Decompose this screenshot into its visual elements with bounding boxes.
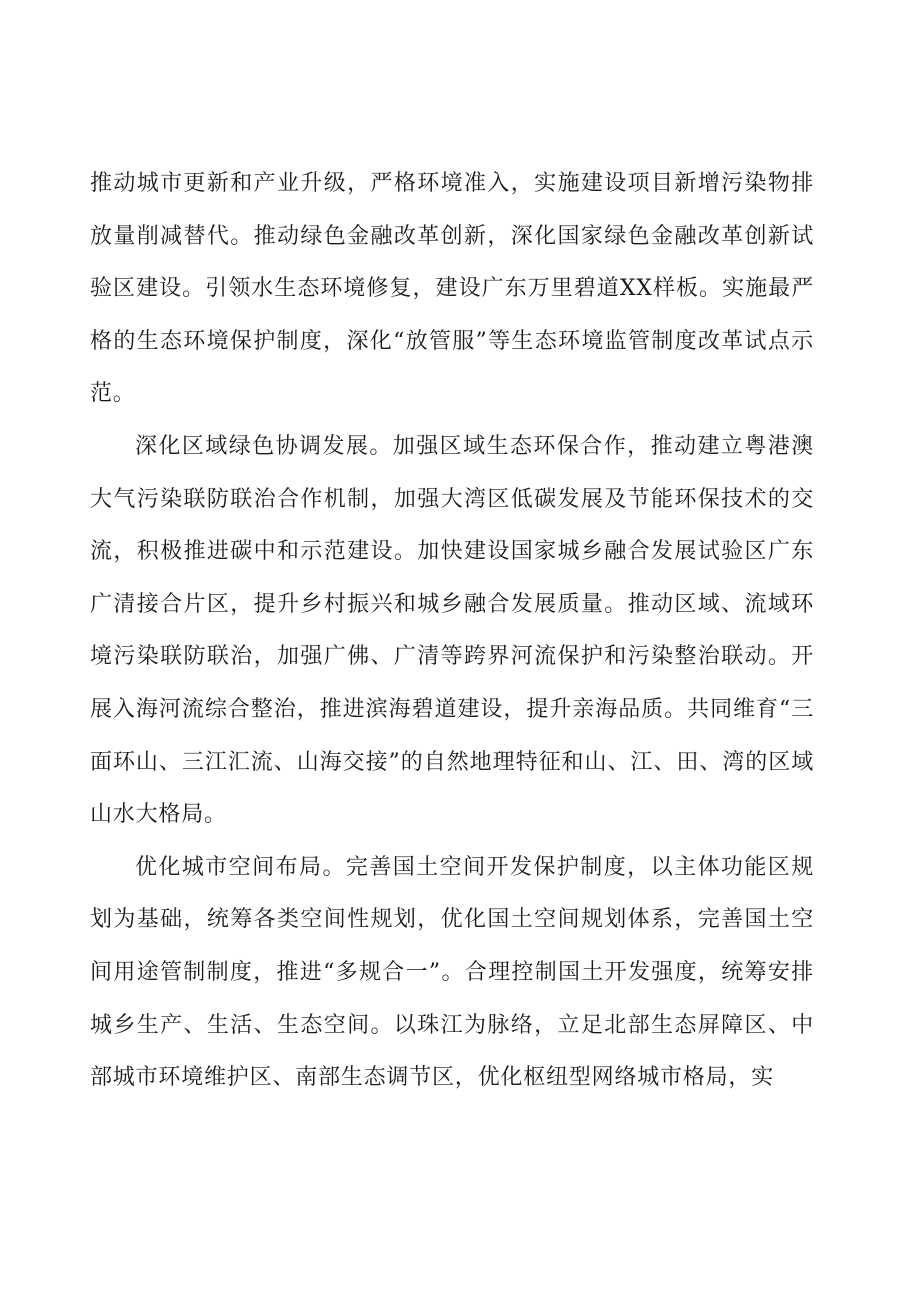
document-body — [90, 158, 814, 1105]
paragraph-regional-green-development: 深化区域绿色协调发展。加强区域生态环保合作，推动建立粤港澳大气污染联防联治合作机制，加强大湾区低碳发展及节能环保技术的交流，积极推进碳中和示范建设。加快建设国家城乡融合发展试验区广东广清接合片区，提升乡村振兴和城乡融合发展质量。推动区域、流域环境污染联防联治，加强广佛、广清等跨界河流保护和污染整治联动。开展入海河流综合整治，推进滨海碧道建设，提升亲海品质。共同维育“三面环山、三江汇流、山海交接”的自然地理特征和山、江、田、湾的区域山水大格局。 — [90, 433, 814, 828]
paragraph-urban-renewal: 推动城市更新和产业升级，严格环境准入，实施建设项目新增污染物排放量削减替代。推动绿色金融改革创新，深化国家绿色金融改革创新试验区建设。引领水生态环境修复，建设广东万里碧道XX样板。实施最严格的生态环境保护制度，深化“放管服”等生态环境监管制度改革试点示范。 — [90, 171, 814, 407]
paragraph-urban-spatial-layout: 优化城市空间布局。完善国土空间开发保护制度，以主体功能区规划为基础，统筹各类空间性规划，优化国土空间规划体系，完善国土空间用途管制制度，推进“多规合一”。合理控制国土开发强度，统筹安排城乡生产、生活、生态空间。以珠江为脉络，立足北部生态屏障区、中部城市环境维护区、南部生态调节区，优化枢纽型网络城市格局，实 — [90, 854, 814, 1091]
